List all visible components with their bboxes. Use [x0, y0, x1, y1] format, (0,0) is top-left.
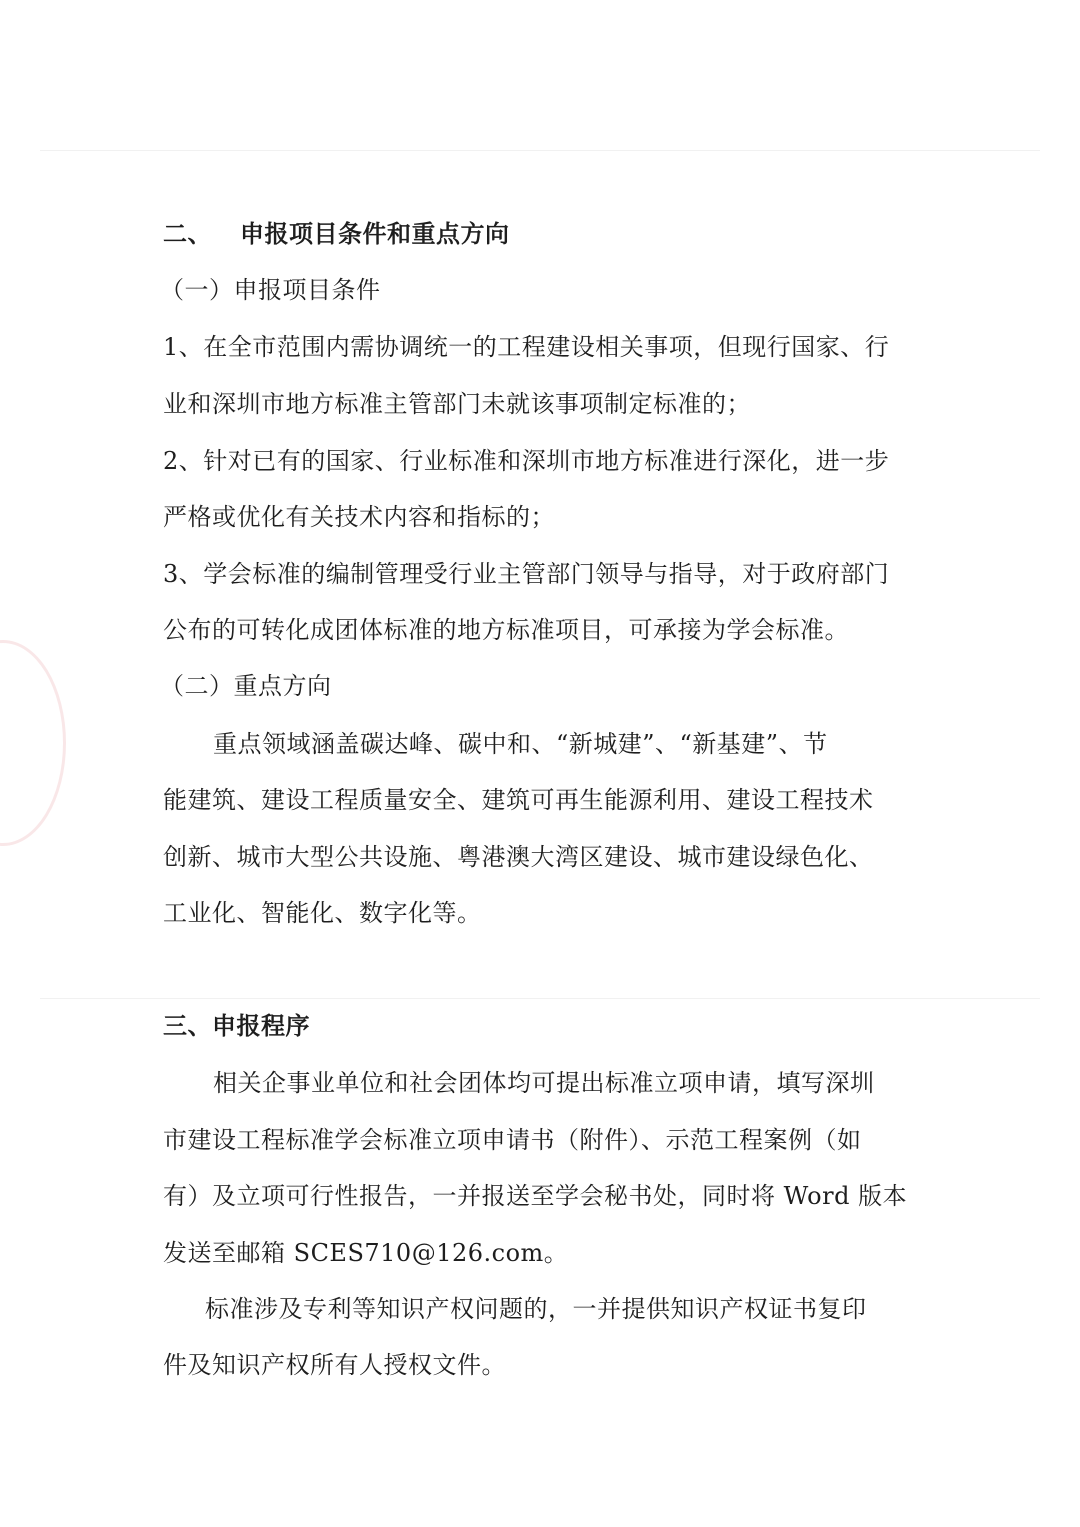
procedure-line-3: 有）及立项可行性报告，一并报送至学会秘书处，同时将 Word 版本	[163, 1182, 908, 1210]
section-2-heading-text: 申报项目条件和重点方向	[240, 220, 510, 248]
scan-fold-line-top	[40, 150, 1040, 151]
scan-fold-line-middle	[40, 998, 1040, 999]
focus-line-3: 创新、城市大型公共设施、粤港澳大湾区建设、城市建设绿色化、	[163, 843, 874, 871]
procedure-line-1: 相关企事业单位和社会团体均可提出标准立项申请，填写深圳	[213, 1069, 875, 1097]
subsection-1-heading: （一）申报项目条件	[160, 276, 381, 304]
section-2-heading-number: 二、	[163, 220, 212, 248]
focus-line-2: 能建筑、建设工程质量安全、建筑可再生能源利用、建设工程技术	[163, 786, 874, 814]
item-2-line-2: 严格或优化有关技术内容和指标的；	[163, 503, 555, 531]
item-3-line-1: 3、学会标准的编制管理受行业主管部门领导与指导，对于政府部门	[163, 560, 890, 588]
section-3-heading: 三、申报程序	[163, 1012, 310, 1040]
ip-line-2: 件及知识产权所有人授权文件。	[163, 1351, 506, 1379]
procedure-line-2: 市建设工程标准学会标准立项申请书（附件）、示范工程案例（如	[163, 1126, 862, 1154]
item-1-line-1: 1、在全市范围内需协调统一的工程建设相关事项，但现行国家、行	[163, 333, 890, 361]
procedure-line-4: 发送至邮箱 SCES710@126.com。	[163, 1239, 569, 1267]
subsection-2-heading: （二）重点方向	[160, 672, 332, 700]
focus-line-4: 工业化、智能化、数字化等。	[163, 899, 482, 927]
item-2-line-1: 2、针对已有的国家、行业标准和深圳市地方标准进行深化，进一步	[163, 447, 890, 475]
focus-line-1: 重点领域涵盖碳达峰、碳中和、“新城建”、“新基建”、节	[213, 730, 828, 758]
section-2-heading	[163, 218, 510, 250]
item-3-line-2: 公布的可转化成团体标准的地方标准项目，可承接为学会标准。	[163, 616, 849, 644]
red-seal-stamp	[0, 640, 66, 846]
ip-line-1: 标准涉及专利等知识产权问题的，一并提供知识产权证书复印	[205, 1295, 867, 1323]
item-1-line-2: 业和深圳市地方标准主管部门未就该事项制定标准的；	[163, 390, 751, 418]
